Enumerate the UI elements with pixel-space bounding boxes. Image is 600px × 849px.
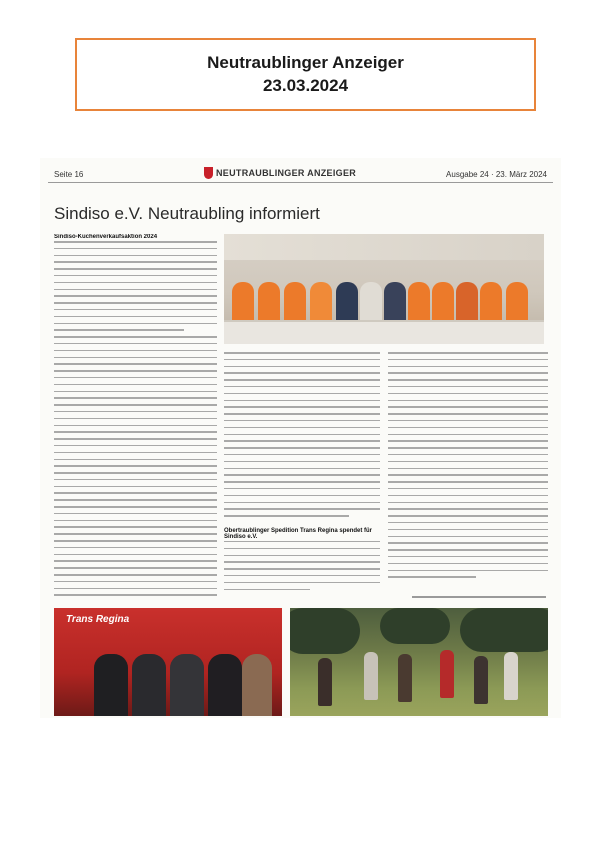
newspaper-title: Neutraublinger Anzeiger xyxy=(207,53,404,72)
issue-date: Ausgabe 24 · 23. März 2024 xyxy=(446,170,547,179)
newspaper-clipping xyxy=(40,158,561,718)
trans-regina-logo: Trans Regina xyxy=(66,614,130,625)
photo-cake-sale-team xyxy=(224,234,544,344)
photo-credit-line xyxy=(412,596,546,598)
text-column-right xyxy=(388,352,548,592)
article-headline: Sindiso e.V. Neutraubling informiert xyxy=(54,204,320,223)
title-box xyxy=(75,38,536,111)
publication-date: 23.03.2024 xyxy=(262,76,349,95)
photo-runners xyxy=(290,608,548,716)
subhead-trans-regina: Obertraublinger Spedition Trans Regina spendet für Sindiso e.V. xyxy=(224,527,373,540)
masthead: NEUTRAUBLINGER ANZEIGER xyxy=(216,168,357,178)
page-label: Seite 16 xyxy=(54,170,84,179)
photo-trans-regina-donation xyxy=(54,608,282,716)
subhead-cake-sale: Sindiso-Kuchenverkaufsaktion 2024 xyxy=(54,234,158,240)
text-column-left xyxy=(54,234,217,600)
header-divider xyxy=(48,182,553,183)
clipping-header xyxy=(40,164,561,184)
town-crest-icon xyxy=(204,167,213,179)
text-column-middle xyxy=(224,352,380,600)
